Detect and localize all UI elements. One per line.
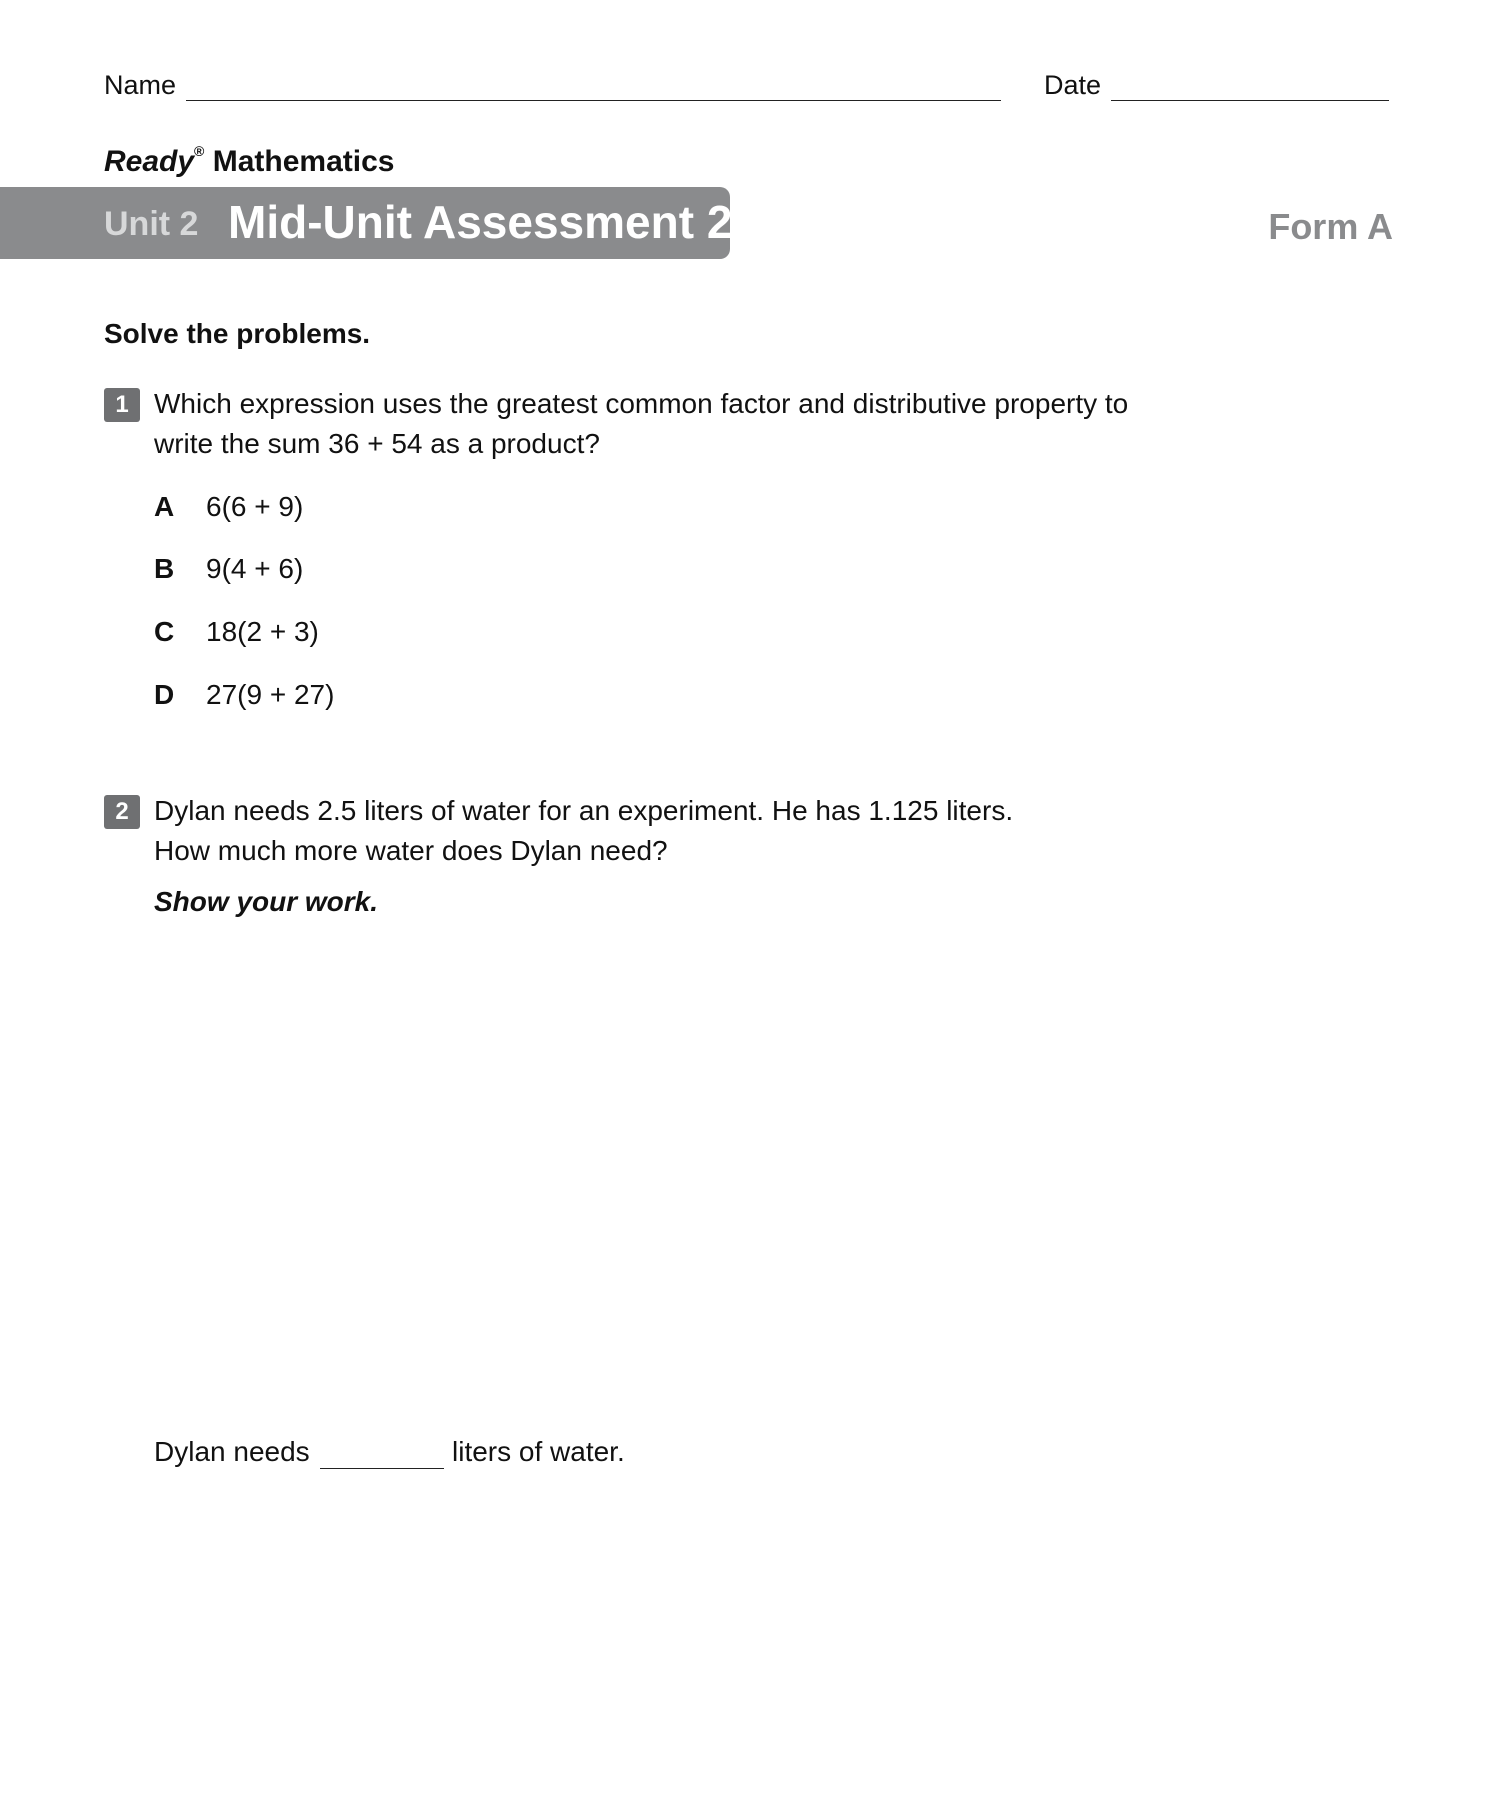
question-2-line-1: Dylan needs 2.5 liters of water for an experiment. He has 1.125 liters. (154, 795, 1014, 826)
choice-c[interactable] (154, 616, 554, 656)
choice-letter: B (154, 553, 175, 584)
name-date-row (104, 70, 1394, 110)
name-label: Name (104, 70, 177, 100)
brand-subject: Mathematics (212, 145, 395, 178)
choice-letter: D (154, 679, 175, 710)
answer-sentence (154, 1436, 854, 1476)
question-number-2: 2 (104, 795, 140, 829)
assessment-banner (0, 187, 733, 259)
choice-letter: C (154, 616, 175, 647)
choice-d[interactable] (154, 679, 554, 719)
choice-b[interactable] (154, 553, 554, 593)
brand-title (104, 145, 394, 179)
registered-mark: ® (194, 143, 205, 159)
show-your-work: Show your work. (154, 886, 379, 917)
choice-expression: 27(9 + 27) (206, 679, 335, 710)
brand-ready: Ready (104, 145, 195, 178)
instructions: Solve the problems. (104, 318, 371, 349)
question-2-text (154, 791, 1304, 871)
question-1-line-2: write the sum 36 + 54 as a product? (154, 428, 600, 459)
date-blank[interactable] (1111, 100, 1389, 101)
choice-expression: 18(2 + 3) (206, 616, 319, 647)
form-label: Form A (1268, 206, 1393, 247)
assessment-title: Mid-Unit Assessment 2 (228, 196, 733, 248)
answer-suffix: liters of water. (452, 1436, 625, 1467)
question-1-line-1: Which expression uses the greatest common factor and distributive property to (154, 388, 1129, 419)
choice-a[interactable] (154, 491, 554, 531)
choice-expression: 6(6 + 9) (206, 491, 304, 522)
choice-expression: 9(4 + 6) (206, 553, 304, 584)
unit-label: Unit 2 (104, 205, 199, 243)
answer-prefix: Dylan needs (154, 1436, 310, 1467)
date-label: Date (1044, 70, 1102, 100)
answer-blank[interactable] (320, 1468, 444, 1469)
choice-letter: A (154, 491, 175, 522)
question-2-line-2: How much more water does Dylan need? (154, 835, 668, 866)
question-1-text (154, 384, 1304, 464)
name-blank[interactable] (186, 100, 1001, 101)
question-number-1: 1 (104, 388, 140, 422)
